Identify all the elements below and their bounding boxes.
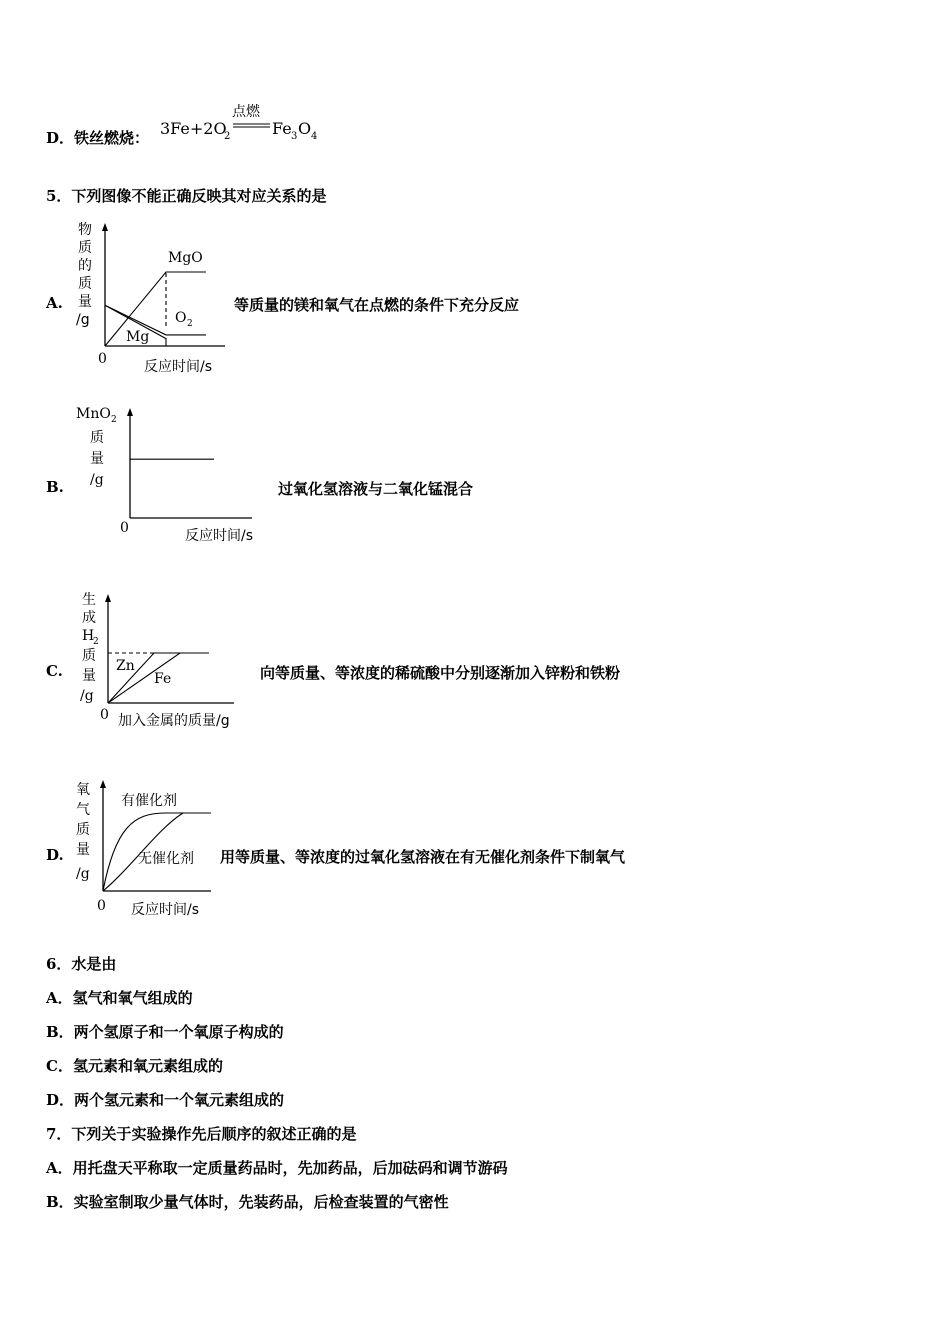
- chart-b-ylabel-1: 质: [90, 430, 104, 446]
- q6-option-d: D．两个氢元素和一个氧元素组成的: [46, 1091, 285, 1109]
- chart-d-xlabel: 反应时间/s: [131, 902, 200, 918]
- chart-a-svg: [70, 218, 240, 378]
- chart-a-ylabel-5: 量: [78, 294, 92, 310]
- chart-c-yunit: /g: [80, 688, 94, 704]
- chart-d-yunit: /g: [76, 866, 90, 882]
- chart-c-svg: [74, 588, 264, 738]
- chart-d-ylabel-1: 质: [76, 822, 90, 838]
- chart-c-ylabel-c: H: [82, 628, 95, 644]
- eq-product-sub2: 4: [311, 131, 318, 142]
- eq-product: Fe: [272, 119, 292, 138]
- chart-a-ylabel-2: 质: [78, 240, 92, 256]
- eq-condition: 点燃: [232, 104, 260, 120]
- chart-c-y-arrow: [105, 594, 111, 602]
- q5-option-c-letter: C.: [46, 662, 63, 680]
- q6-option-a: A．氢气和氧气组成的: [46, 989, 193, 1007]
- chart-b-svg: [74, 402, 284, 552]
- chart-c-ylabel-a: 生: [82, 592, 96, 608]
- eq-product-o: O: [298, 119, 312, 138]
- combustion-equation: [160, 100, 330, 150]
- eq-left-sub: 2: [224, 131, 231, 142]
- chart-d-origin: 0: [97, 898, 106, 914]
- chart-d-svg: [74, 774, 224, 924]
- chart-d-y-arrow: [100, 780, 106, 788]
- q7-option-b: B．实验室制取少量气体时，先装药品，后检查装置的气密性: [46, 1193, 449, 1211]
- chart-a-y-arrow: [102, 223, 108, 231]
- q5-stem: 5．下列图像不能正确反映其对应关系的是: [46, 187, 327, 205]
- chart-a-label-mg: Mg: [126, 329, 150, 345]
- chart-b-ylabel-top: MnO: [76, 406, 111, 422]
- chart-c-label-fe: Fe: [154, 671, 172, 687]
- chart-b-ylabel-2: 量: [90, 451, 104, 467]
- q6-stem: 6．水是由: [46, 955, 117, 973]
- chart-a-label-o2-sub: 2: [187, 319, 193, 329]
- chart-a-ylabel-4: 质: [78, 276, 92, 292]
- chart-b-yunit: /g: [90, 472, 104, 488]
- q6-option-b: B．两个氢原子和一个氧原子构成的: [46, 1023, 284, 1041]
- chart-c-origin: 0: [100, 707, 109, 723]
- chart-a-ylabel-1: 物: [78, 222, 92, 238]
- chart-d-ylabel-a: 氧: [76, 782, 90, 798]
- chart-a-ylabel-6: /g: [76, 312, 90, 328]
- chart-c-label-zn: Zn: [116, 658, 135, 674]
- chart-d: [74, 774, 224, 924]
- chart-d-ylabel-2: 量: [76, 842, 90, 858]
- q5-option-a-letter: A.: [46, 294, 63, 312]
- eq-left: 3Fe+2O: [160, 119, 227, 138]
- chart-a-ylabel-3: 的: [78, 258, 92, 274]
- q5-option-c-desc: 向等质量、等浓度的稀硫酸中分别逐渐加入锌粉和铁粉: [260, 664, 621, 682]
- chart-c: [74, 588, 264, 738]
- q5-option-d-letter: D.: [46, 846, 64, 864]
- chart-d-label-cat: 有催化剂: [121, 793, 177, 809]
- chart-a: [70, 218, 240, 378]
- q6-option-c: C．氢元素和氧元素组成的: [46, 1057, 223, 1075]
- eq-product-sub1: 3: [291, 131, 298, 142]
- chart-c-ylabel-b: 成: [82, 610, 96, 626]
- chart-a-xlabel: 反应时间/s: [144, 359, 213, 375]
- chart-a-label-o2: O: [175, 310, 187, 326]
- q7-option-a: A．用托盘天平称取一定质量药品时，先加药品，后加砝码和调节游码: [46, 1159, 508, 1177]
- chart-c-ylabel-1: 质: [82, 648, 96, 664]
- chart-a-label-mgo: MgO: [168, 250, 203, 266]
- equation-graphic: [160, 100, 330, 145]
- q5-option-b-desc: 过氧化氢溶液与二氧化锰混合: [278, 480, 474, 498]
- chart-c-xlabel: 加入金属的质量/g: [118, 713, 230, 729]
- chart-c-ylabel-2: 量: [82, 668, 96, 684]
- q4-option-d-label: D．铁丝燃烧：: [46, 129, 150, 147]
- q7-stem: 7．下列关于实验操作先后顺序的叙述正确的是: [46, 1125, 357, 1143]
- chart-b-ylabel-sub: 2: [111, 415, 117, 425]
- chart-d-label-nocat: 无催化剂: [138, 851, 194, 867]
- chart-b-origin: 0: [120, 520, 129, 536]
- chart-a-origin: 0: [98, 351, 107, 367]
- q5-option-a-desc: 等质量的镁和氧气在点燃的条件下充分反应: [234, 296, 520, 314]
- chart-b-y-arrow: [127, 408, 133, 416]
- chart-c-ylabel-c-sub: 2: [93, 637, 99, 647]
- chart-b-xlabel: 反应时间/s: [185, 528, 254, 544]
- q5-option-d-desc: 用等质量、等浓度的过氧化氢溶液在有无催化剂条件下制氧气: [220, 848, 626, 866]
- chart-d-ylabel-b: 气: [76, 802, 90, 818]
- chart-b: [74, 402, 284, 552]
- q5-option-b-letter: B.: [46, 478, 64, 496]
